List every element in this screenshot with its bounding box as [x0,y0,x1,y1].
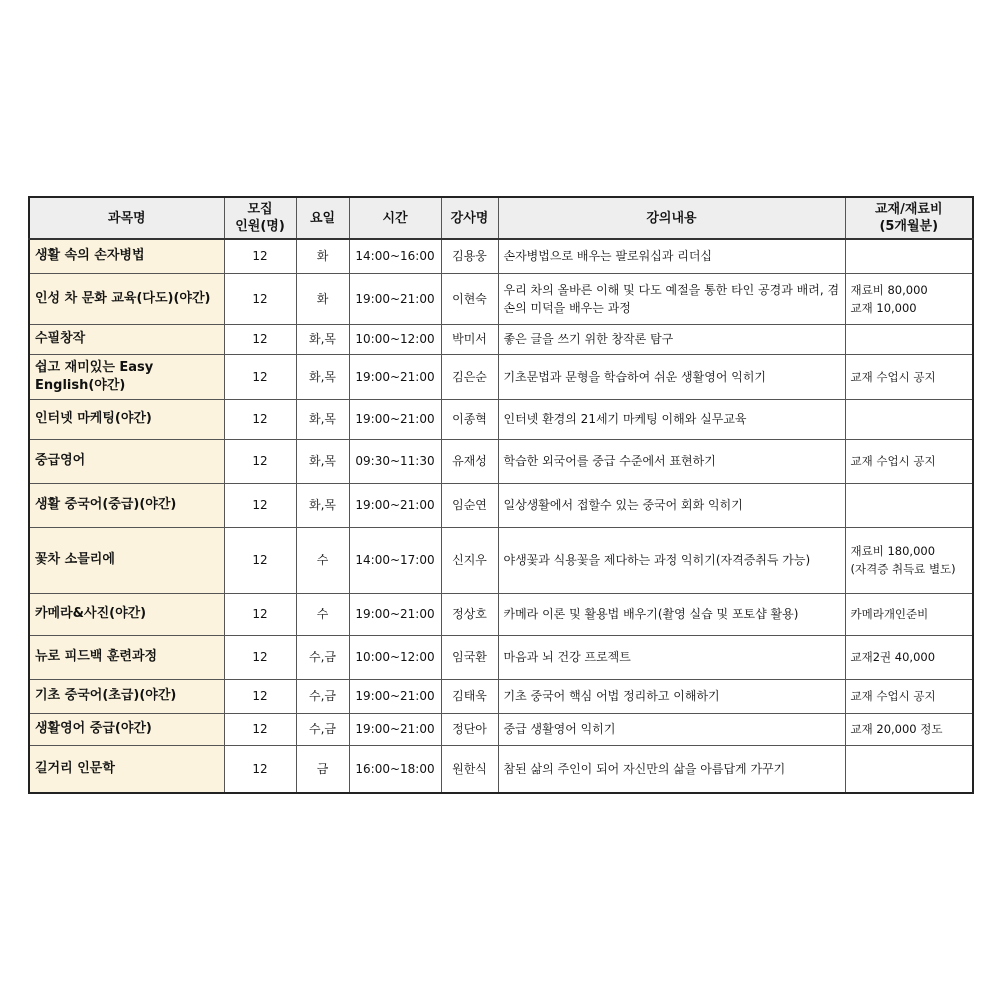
fee-line: 교재 수업시 공지 [850,689,936,703]
fee-cell [845,239,973,273]
course-name: 생활 중국어(중급)(야간) [29,483,224,527]
fee-line: 카메라개인준비 [850,607,929,621]
table-row [29,399,973,439]
table-row [29,745,973,793]
instructor-cell: 임순연 [441,483,498,527]
day-cell: 화 [296,273,349,324]
instructor-cell: 신지우 [441,527,498,593]
fee-cell [845,635,973,679]
fee-line: 재료비 180,000 [850,544,936,558]
day-cell: 화,목 [296,354,349,399]
capacity-cell: 12 [224,273,296,324]
fee-cell [845,354,973,399]
table-row [29,635,973,679]
capacity-cell: 12 [224,527,296,593]
course-rows [29,239,973,793]
course-name: 인성 차 문화 교육(다도)(야간) [29,273,224,324]
fee-line: 교재 10,000 [850,300,917,315]
capacity-cell: 12 [224,354,296,399]
content-cell: 학습한 외국어를 중급 수준에서 표현하기 [498,439,845,483]
time-cell: 19:00~21:00 [349,399,441,439]
course-name: 생활 속의 손자병법 [29,239,224,273]
capacity-cell: 12 [224,324,296,354]
day-cell: 금 [296,745,349,793]
header-content: 강의내용 [498,197,845,239]
capacity-cell: 12 [224,745,296,793]
course-name: 카메라&사진(야간) [29,593,224,635]
content-cell: 야생꽃과 식용꽃을 제다하는 과정 익히기(자격증취득 가능) [498,527,845,593]
time-cell: 10:00~12:00 [349,635,441,679]
instructor-cell: 원한식 [441,745,498,793]
instructor-cell: 김태욱 [441,679,498,713]
content-cell: 우리 차의 올바른 이해 및 다도 예절을 통한 타인 공경과 배려, 겸손의 미덕을 배우는 과정 [498,273,845,324]
header-course-name: 과목명 [29,197,224,239]
day-cell: 화,목 [296,399,349,439]
day-cell: 화,목 [296,483,349,527]
day-cell: 수,금 [296,679,349,713]
capacity-cell: 12 [224,239,296,273]
instructor-cell: 이종혁 [441,399,498,439]
time-cell: 19:00~21:00 [349,593,441,635]
fee-line: (자격증 취득료 별도) [850,562,956,576]
day-cell: 수 [296,593,349,635]
capacity-cell: 12 [224,713,296,745]
day-cell: 수,금 [296,713,349,745]
header-fee-line2: (5개월분) [879,219,939,234]
instructor-cell: 유재성 [441,439,498,483]
course-name: 인터넷 마케팅(야간) [29,399,224,439]
fee-cell [845,483,973,527]
course-name: 뉴로 피드백 훈련과정 [29,635,224,679]
header-fee-line1: 교재/재료비 [874,202,943,217]
content-cell: 마음과 뇌 건강 프로젝트 [498,635,845,679]
course-name: 쉽고 재미있는 Easy English(야간) [29,354,224,399]
table-row [29,354,973,399]
instructor-cell: 정상호 [441,593,498,635]
instructor-cell: 김용웅 [441,239,498,273]
header-instructor: 강사명 [441,197,498,239]
content-cell: 좋은 글을 쓰기 위한 창작론 탐구 [498,324,845,354]
capacity-cell: 12 [224,593,296,635]
time-cell: 14:00~17:00 [349,527,441,593]
time-cell: 19:00~21:00 [349,273,441,324]
day-cell: 화,목 [296,439,349,483]
fee-cell [845,593,973,635]
table-row [29,593,973,635]
fee-line: 교재2권 40,000 [850,650,936,664]
instructor-cell: 이현숙 [441,273,498,324]
table-row [29,273,973,324]
table-row [29,527,973,593]
time-cell: 19:00~21:00 [349,679,441,713]
table-row [29,324,973,354]
fee-cell [845,324,973,354]
capacity-cell: 12 [224,679,296,713]
day-cell: 화 [296,239,349,273]
content-cell: 카메라 이론 및 활용법 배우기(촬영 실습 및 포토샵 활용) [498,593,845,635]
content-cell: 인터넷 환경의 21세기 마케팅 이해와 실무교육 [498,399,845,439]
content-cell: 참된 삶의 주인이 되어 자신만의 삶을 아름답게 가꾸기 [498,745,845,793]
capacity-cell: 12 [224,439,296,483]
course-table [28,196,974,794]
fee-line: 교재 수업시 공지 [850,369,936,384]
course-name: 기초 중국어(초급)(야간) [29,679,224,713]
content-cell: 기초 중국어 핵심 어법 정리하고 이해하기 [498,679,845,713]
time-cell: 19:00~21:00 [349,483,441,527]
header-fee [845,197,973,239]
header-capacity-line1: 모집 [247,202,273,217]
capacity-cell: 12 [224,399,296,439]
content-cell: 일상생활에서 접할수 있는 중국어 회화 익히기 [498,483,845,527]
content-cell: 중급 생활영어 익히기 [498,713,845,745]
instructor-cell: 임국환 [441,635,498,679]
course-name: 중급영어 [29,439,224,483]
fee-cell [845,399,973,439]
content-cell: 기초문법과 문형을 학습하여 쉬운 생활영어 익히기 [498,354,845,399]
capacity-cell: 12 [224,635,296,679]
header-capacity-line2: 인원(명) [235,219,285,234]
instructor-cell: 김은순 [441,354,498,399]
day-cell: 수 [296,527,349,593]
instructor-cell: 정단아 [441,713,498,745]
course-name: 꽃차 소믈리에 [29,527,224,593]
header-capacity [224,197,296,239]
fee-cell [845,713,973,745]
table-row [29,483,973,527]
course-name: 길거리 인문학 [29,745,224,793]
time-cell: 14:00~16:00 [349,239,441,273]
time-cell: 19:00~21:00 [349,713,441,745]
day-cell: 화,목 [296,324,349,354]
time-cell: 09:30~11:30 [349,439,441,483]
day-cell: 수,금 [296,635,349,679]
time-cell: 10:00~12:00 [349,324,441,354]
course-name: 생활영어 중급(야간) [29,713,224,745]
table-row [29,239,973,273]
fee-cell [845,439,973,483]
header-day: 요일 [296,197,349,239]
fee-cell [845,527,973,593]
fee-line: 재료비 80,000 [850,282,928,297]
instructor-cell: 박미서 [441,324,498,354]
header-time: 시간 [349,197,441,239]
time-cell: 19:00~21:00 [349,354,441,399]
course-name: 수필창작 [29,324,224,354]
fee-cell [845,273,973,324]
table-row [29,713,973,745]
header-row [29,197,973,239]
fee-line: 교재 20,000 정도 [850,722,943,736]
table-row [29,679,973,713]
content-cell: 손자병법으로 배우는 팔로워십과 리더십 [498,239,845,273]
time-cell: 16:00~18:00 [349,745,441,793]
fee-cell [845,745,973,793]
table-row [29,439,973,483]
fee-line: 교재 수업시 공지 [850,454,936,468]
fee-cell [845,679,973,713]
capacity-cell: 12 [224,483,296,527]
